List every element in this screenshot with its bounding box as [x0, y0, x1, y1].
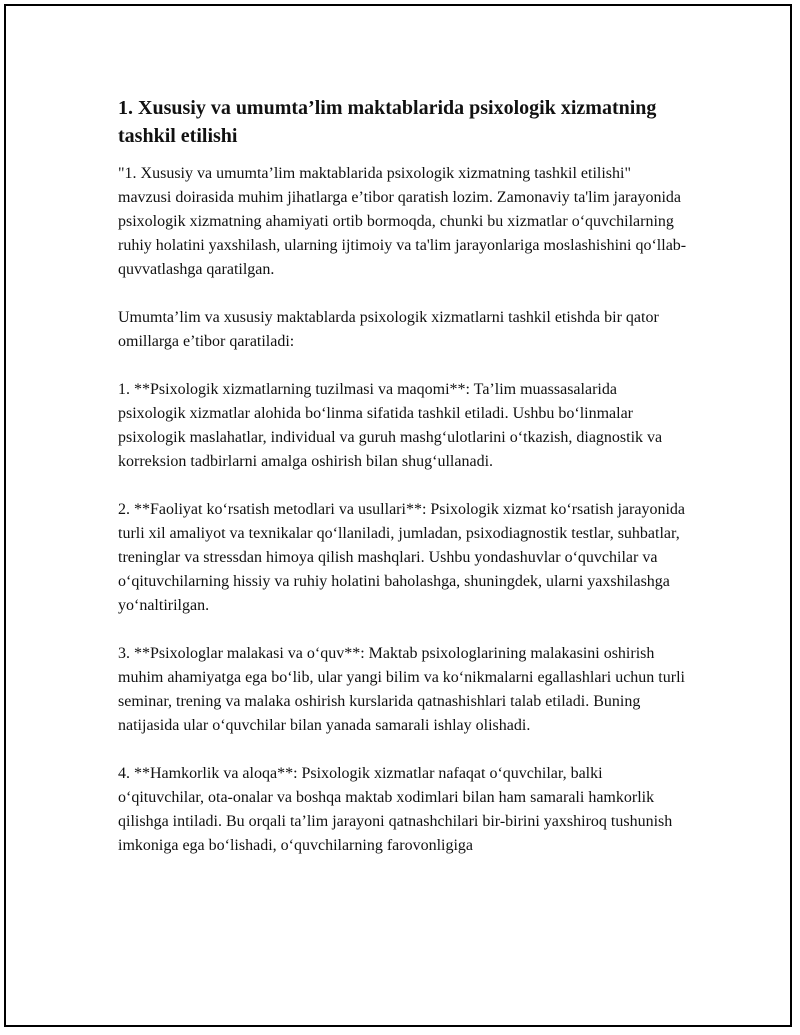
factors-intro-paragraph: Umumta’lim va xususiy maktablarda psixologik xizmatlarni tashkil etishda bir qator omillarga e’tibor qaratiladi:	[118, 309, 659, 350]
intro-paragraph: "1. Xususiy va umumta’lim maktablarida psixologik xizmatning tashkil etilishi" mavzusi doirasida muhim jihatlarga e’tibor qaratish lozim. Zamonaviy ta'lim jarayonida psixologik xizmatning ahamiyati ortib bormoqda, chunki bu xizmatlar o‘quvchilarning ruhiy holatini yaxshilash, ularning ijtimoiy va ta'lim jarayonlariga moslashishini qo‘llab-quvvatlashga qaratilgan.	[118, 165, 687, 278]
document-title: 1. Xususiy va umumta’lim maktablarida psixologik xizmatning tashkil etilishi	[118, 97, 657, 147]
list-item-structure: 1. **Psixologik xizmatlarning tuzilmasi va maqomi**: Ta’lim muassasalarida psixologik xizmatlar alohida bo‘linma sifatida tashkil etiladi. Ushbu bo‘linmalar psixologik maslahatlar, individual va guruh mashg‘ulotlarini o‘tkazish, diagnostik va korreksion tadbirlarni amalga oshirish bilan shug‘ullanadi.	[118, 381, 663, 470]
list-item-cooperation: 4. **Hamkorlik va aloqa**: Psixologik xizmatlar nafaqat o‘quvchilar, balki o‘qituvchilar, ota-onalar va boshqa maktab xodimlari bilan ham samarali hamkorlik qilishga intiladi. Bu orqali ta’lim jarayoni qatnashchilari bir-birini yaxshiroq tushunish imkoniga ega bo‘lishadi, o‘quvchilarning farovonligiga	[118, 765, 673, 854]
document-body	[118, 94, 688, 882]
list-item-methods: 2. **Faoliyat ko‘rsatish metodlari va usullari**: Psixologik xizmat ko‘rsatish jarayonida turli xil amaliyot va texnikalar qo‘llaniladi, jumladan, psixodiagnostik testlar, suhbatlar, treninglar va stressdan himoya qilish mashqlari. Ushbu yondashuvlar o‘quvchilar va o‘qituvchilarning hissiy va ruhiy holatini baholashga, shuningdek, ularni yaxshilashga yo‘naltirilgan.	[118, 501, 686, 614]
list-item-qualification: 3. **Psixologlar malakasi va o‘quv**: Maktab psixologlarining malakasini oshirish muhim ahamiyatga ega bo‘lib, ular yangi bilim va ko‘nikmalarni egallashlari uchun turli seminar, trening va malaka oshirish kurslarida qatnashishlari talab etiladi. Buning natijasida ular o‘quvchilar bilan yanada samarali ishlay olishadi.	[118, 645, 685, 734]
